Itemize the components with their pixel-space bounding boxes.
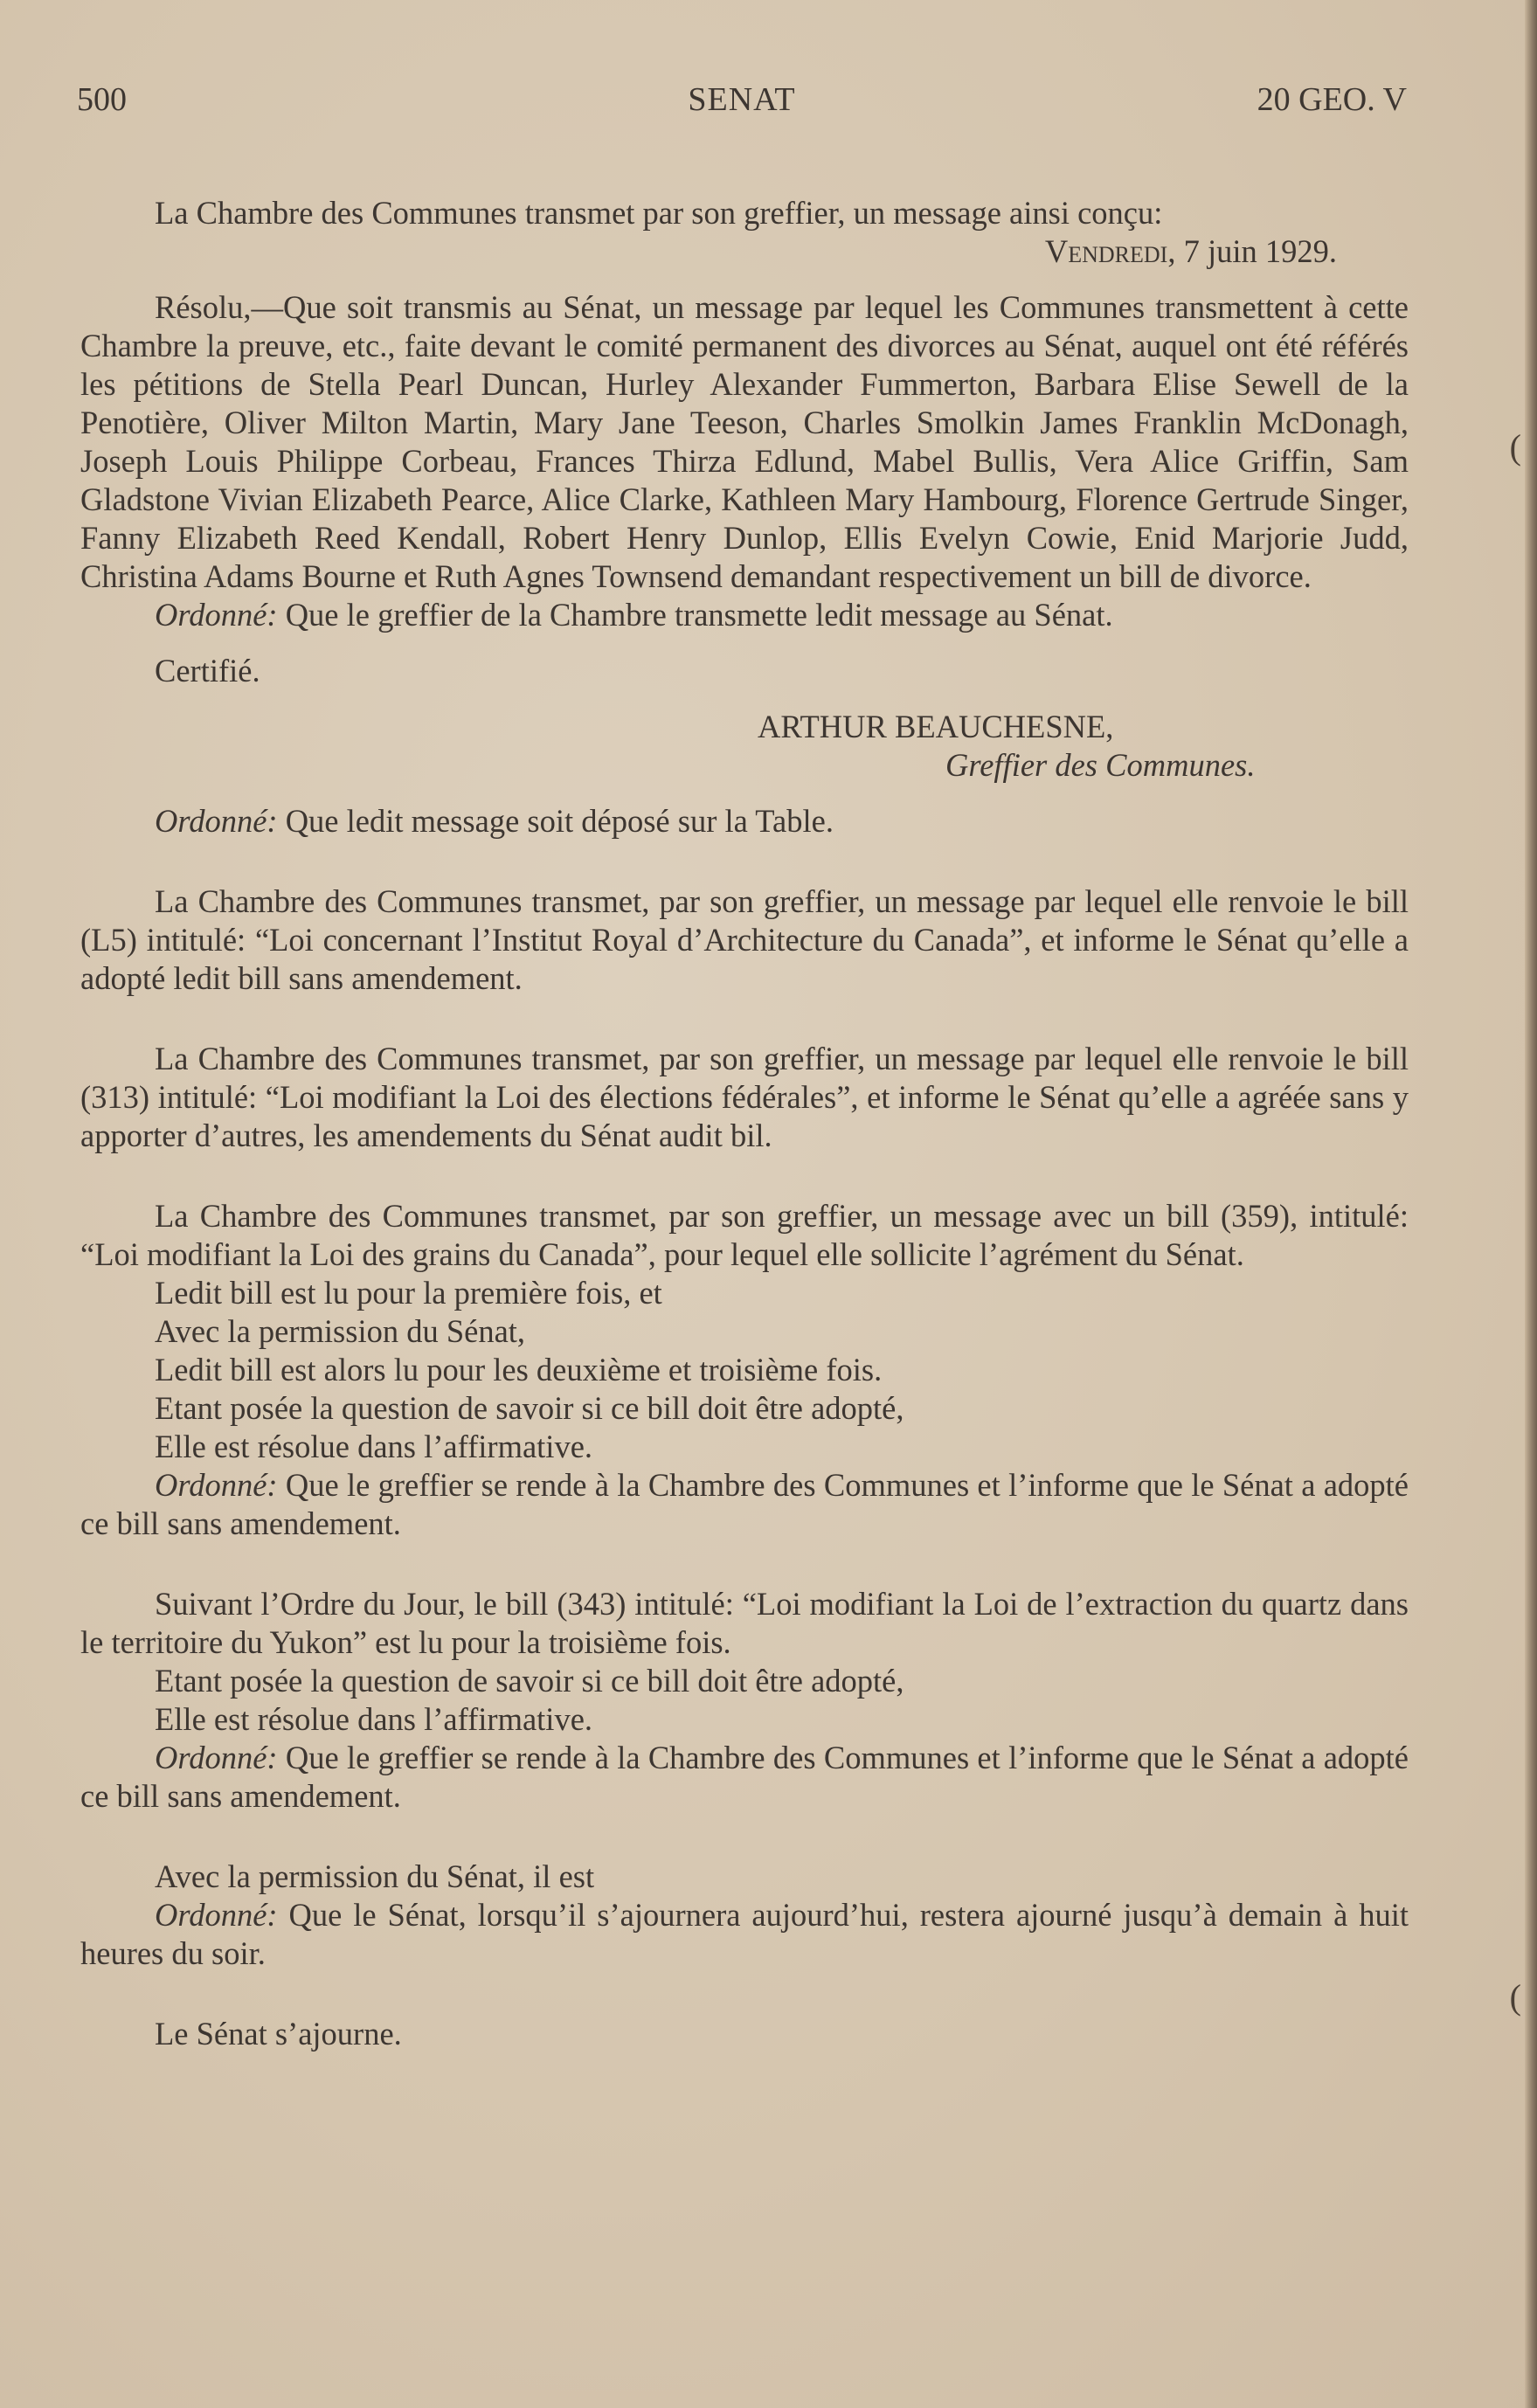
proceeding-line: Avec la permission du Sénat, il est — [155, 1858, 595, 1894]
paragraph: La Chambre des Communes transmet, par son greffier, un message par lequel elle renvoie le bill (L5) intitulé: “Loi concernant l’Institut Royal d’Architecture du Canada”, et informe le Sénat qu’elle a adopté ledit bill sans amendement. — [80, 883, 1409, 996]
session-label: 20 GEO. V — [1257, 81, 1407, 118]
order-paragraph: Ordonné: Que ledit message soit déposé sur la Table. — [155, 803, 834, 839]
order-label: Ordonné: — [155, 1897, 278, 1933]
proceeding-line: Ledit bill est alors lu pour les deuxième et troisième fois. — [155, 1352, 883, 1387]
binding-mark: ( — [1509, 1977, 1521, 2017]
page-number: 500 — [77, 81, 127, 118]
date-rest: , 7 juin 1929. — [1167, 233, 1337, 269]
adjournment-line: Le Sénat s’ajourne. — [155, 2016, 402, 2052]
paragraph: La Chambre des Communes transmet par son greffier, un message ainsi conçu: — [155, 195, 1163, 231]
order-label: Ordonné: — [155, 597, 278, 633]
signature-name: ARTHUR BEAUCHESNE, — [758, 709, 1114, 744]
order-paragraph: Ordonné: Que le Sénat, lorsqu’il s’ajournera aujourd’hui, restera ajourné jusqu’à demain à huit heures du soir. — [80, 1897, 1409, 1971]
signature-title: Greffier des Communes. — [945, 747, 1256, 783]
order-label: Ordonné: — [155, 1467, 278, 1503]
paragraph: La Chambre des Communes transmet, par son greffier, un message avec un bill (359), intitulé: “Loi modifiant la Loi des grains du Canada”, pour lequel elle sollicite l’agrément du Sénat. — [80, 1198, 1409, 1272]
proceeding-line: Avec la permission du Sénat, — [155, 1313, 526, 1349]
running-title: SENAT — [688, 81, 796, 118]
date-day: Vendredi — [1044, 233, 1168, 269]
order-paragraph: Ordonné: Que le greffier se rende à la Chambre des Communes et l’informe que le Sénat a adopté ce bill sans amendement. — [80, 1740, 1409, 1814]
paragraph: La Chambre des Communes transmet, par son greffier, un message par lequel elle renvoie le bill (313) intitulé: “Loi modifiant la Loi des élections fédérales”, et informe le Sénat qu’elle a agréée sans y apporter d’autres, les amendements du Sénat audit bil. — [80, 1041, 1409, 1153]
order-paragraph: Ordonné: Que le greffier de la Chambre transmette ledit message au Sénat. — [155, 597, 1113, 633]
date-line — [80, 232, 1409, 271]
page-edge — [1525, 0, 1537, 2408]
proceeding-line: Elle est résolue dans l’affirmative. — [155, 1429, 593, 1464]
proceeding-line: Elle est résolue dans l’affirmative. — [155, 1701, 593, 1737]
order-label: Ordonné: — [155, 803, 278, 839]
page-header — [77, 80, 1407, 124]
order-paragraph: Ordonné: Que le greffier se rende à la Chambre des Communes et l’informe que le Sénat a adopté ce bill sans amendement. — [80, 1467, 1409, 1541]
certified-line: Certifié. — [155, 653, 260, 688]
proceeding-line: Etant posée la question de savoir si ce bill doit être adopté, — [155, 1663, 904, 1699]
proceeding-line: Etant posée la question de savoir si ce bill doit être adopté, — [155, 1390, 904, 1426]
proceeding-line: Ledit bill est lu pour la première fois, et — [155, 1275, 662, 1311]
binding-mark: ( — [1509, 427, 1521, 467]
order-label: Ordonné: — [155, 1740, 278, 1775]
paragraph: Suivant l’Ordre du Jour, le bill (343) intitulé: “Loi modifiant la Loi de l’extraction du quartz dans le territoire du Yukon” est lu pour la troisième fois. — [80, 1586, 1409, 1660]
resolution-paragraph: Résolu,—Que soit transmis au Sénat, un message par lequel les Communes transmettent à cette Chambre la preuve, etc., faite devant le comité permanent des divorces au Sénat, auquel ont été référés les pétitions de Stella Pearl Duncan, Hurley Alexander Fummerton, Barbara Elise Sewell de la Penotière, Oliver Milton Martin, Mary Jane Teeson, Charles Smolkin James Franklin McDonagh, Joseph Louis Philippe Corbeau, Frances Thirza Edlund, Mabel Bullis, Vera Alice Griffin, Sam Gladstone Vivian Elizabeth Pearce, Alice Clarke, Kathleen Mary Hambourg, Florence Gertrude Singer, Fanny Elizabeth Reed Kendall, Robert Henry Dunlop, Ellis Evelyn Cowie, Enid Marjorie Judd, Christina Adams Bourne et Ruth Agnes Townsend demandant respectivement un bill de divorce. — [80, 289, 1409, 594]
document-body — [80, 194, 1409, 2053]
